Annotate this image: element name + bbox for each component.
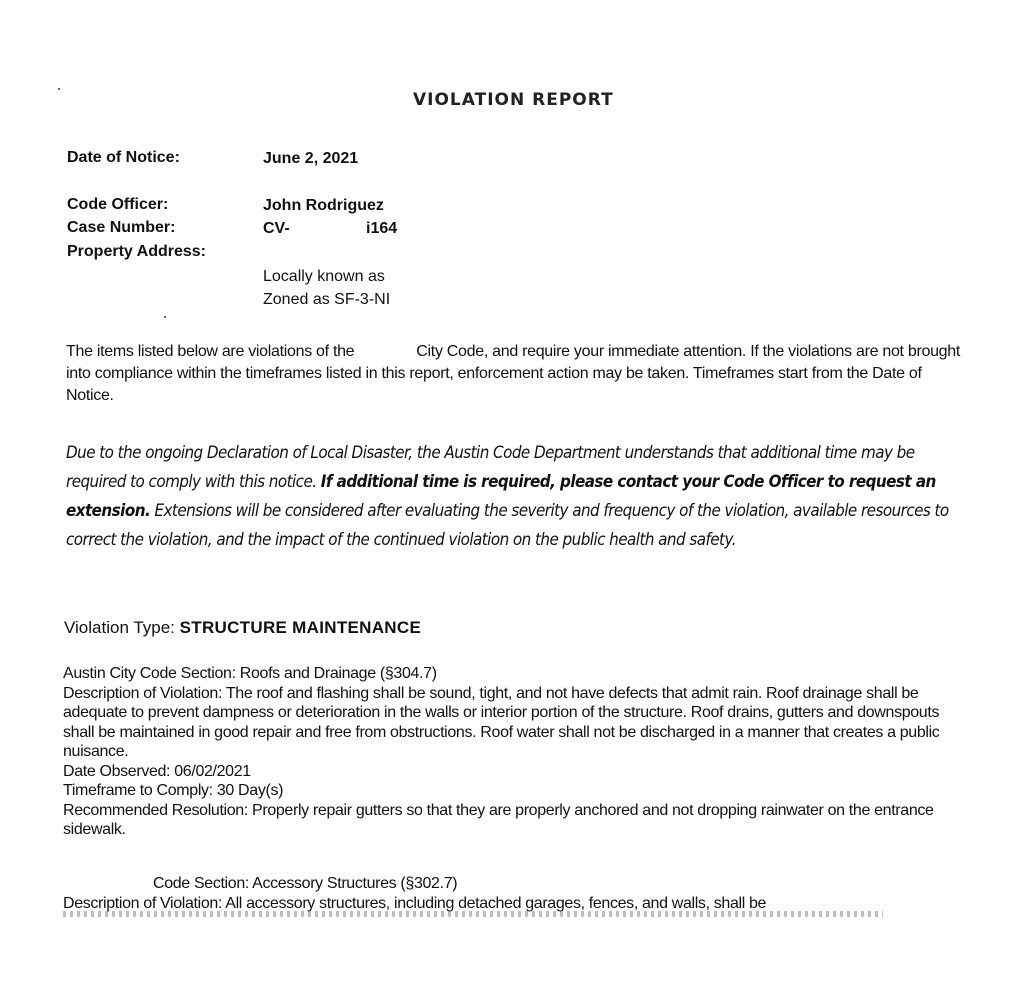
case-number-label: Case Number:	[67, 219, 176, 236]
address-zoning: Zoned as SF-3-NI	[263, 291, 391, 308]
date-of-notice-value: June 2, 2021	[263, 150, 359, 167]
code-officer-value: John Rodriguez	[263, 197, 384, 214]
case-number-prefix: CV-	[263, 220, 290, 237]
timeframe-to-comply: Timeframe to Comply: 30 Day(s)	[63, 782, 284, 799]
violation-type-value: STRUCTURE MAINTENANCE	[179, 618, 422, 637]
violation-description: Description of Violation: All accessory structures, including detached garages, fences, and walls, shall be	[63, 894, 767, 912]
code-section: Austin City Code Section: Roofs and Drainage (§304.7)	[63, 665, 437, 682]
notice-text-part1: The items listed below are violations of the	[66, 343, 355, 360]
code-section: Code Section: Accessory Structures (§302.7)	[153, 875, 458, 892]
violation-type	[64, 618, 421, 638]
disaster-rest-text: Extensions will be considered after evaluating the severity and frequency of the violation, available resources to correct the violation, and the impact of the continued violation on the public health and safety.	[66, 501, 949, 549]
scan-speck	[164, 316, 166, 318]
case-number-suffix: i164	[366, 220, 398, 237]
cut-off-text-line	[63, 911, 883, 917]
address-locally-known: Locally known as	[263, 268, 385, 285]
recommended-resolution: Recommended Resolution: Properly repair gutters so that they are properly anchored and not dropping rainwater on the entrance sidewalk.	[63, 801, 934, 838]
notice-text-part2: City Code, and require your immediate attention. If the violations are not brought into compliance within the timeframes listed in this report, enforcement action may be taken. Timeframes start from the Date of Notice.	[66, 343, 961, 404]
disaster-notice-paragraph	[66, 438, 968, 554]
report-title: VIOLATION REPORT	[413, 90, 614, 110]
violation-item	[63, 874, 968, 913]
property-address-label: Property Address:	[67, 243, 206, 260]
date-observed: Date Observed: 06/02/2021	[63, 762, 251, 780]
disaster-intro-text: Due to the ongoing Declaration of Local Disaster, the Austin Code Department understands that additional time may be required to comply with this notice.	[66, 443, 915, 491]
code-officer-label: Code Officer:	[67, 196, 169, 213]
violation-item	[63, 664, 968, 840]
notice-paragraph	[66, 341, 966, 407]
violation-type-label: Violation Type:	[64, 618, 180, 637]
date-of-notice-label: Date of Notice:	[67, 149, 180, 166]
extension-request-text: If additional time is required, please contact your Code Officer to request an extension.	[66, 472, 936, 520]
scan-speck	[58, 88, 60, 90]
violation-description: Description of Violation: The roof and flashing shall be sound, tight, and not have defects that admit rain. Roof drainage shall be adequate to prevent dampness or deterioration in the walls or interior portion of the structure. Roof drains, gutters and downspouts shall be maintained in good repair and free from obstructions. Roof water shall not be discharged in a manner that creates a public nuisance.	[63, 684, 940, 760]
